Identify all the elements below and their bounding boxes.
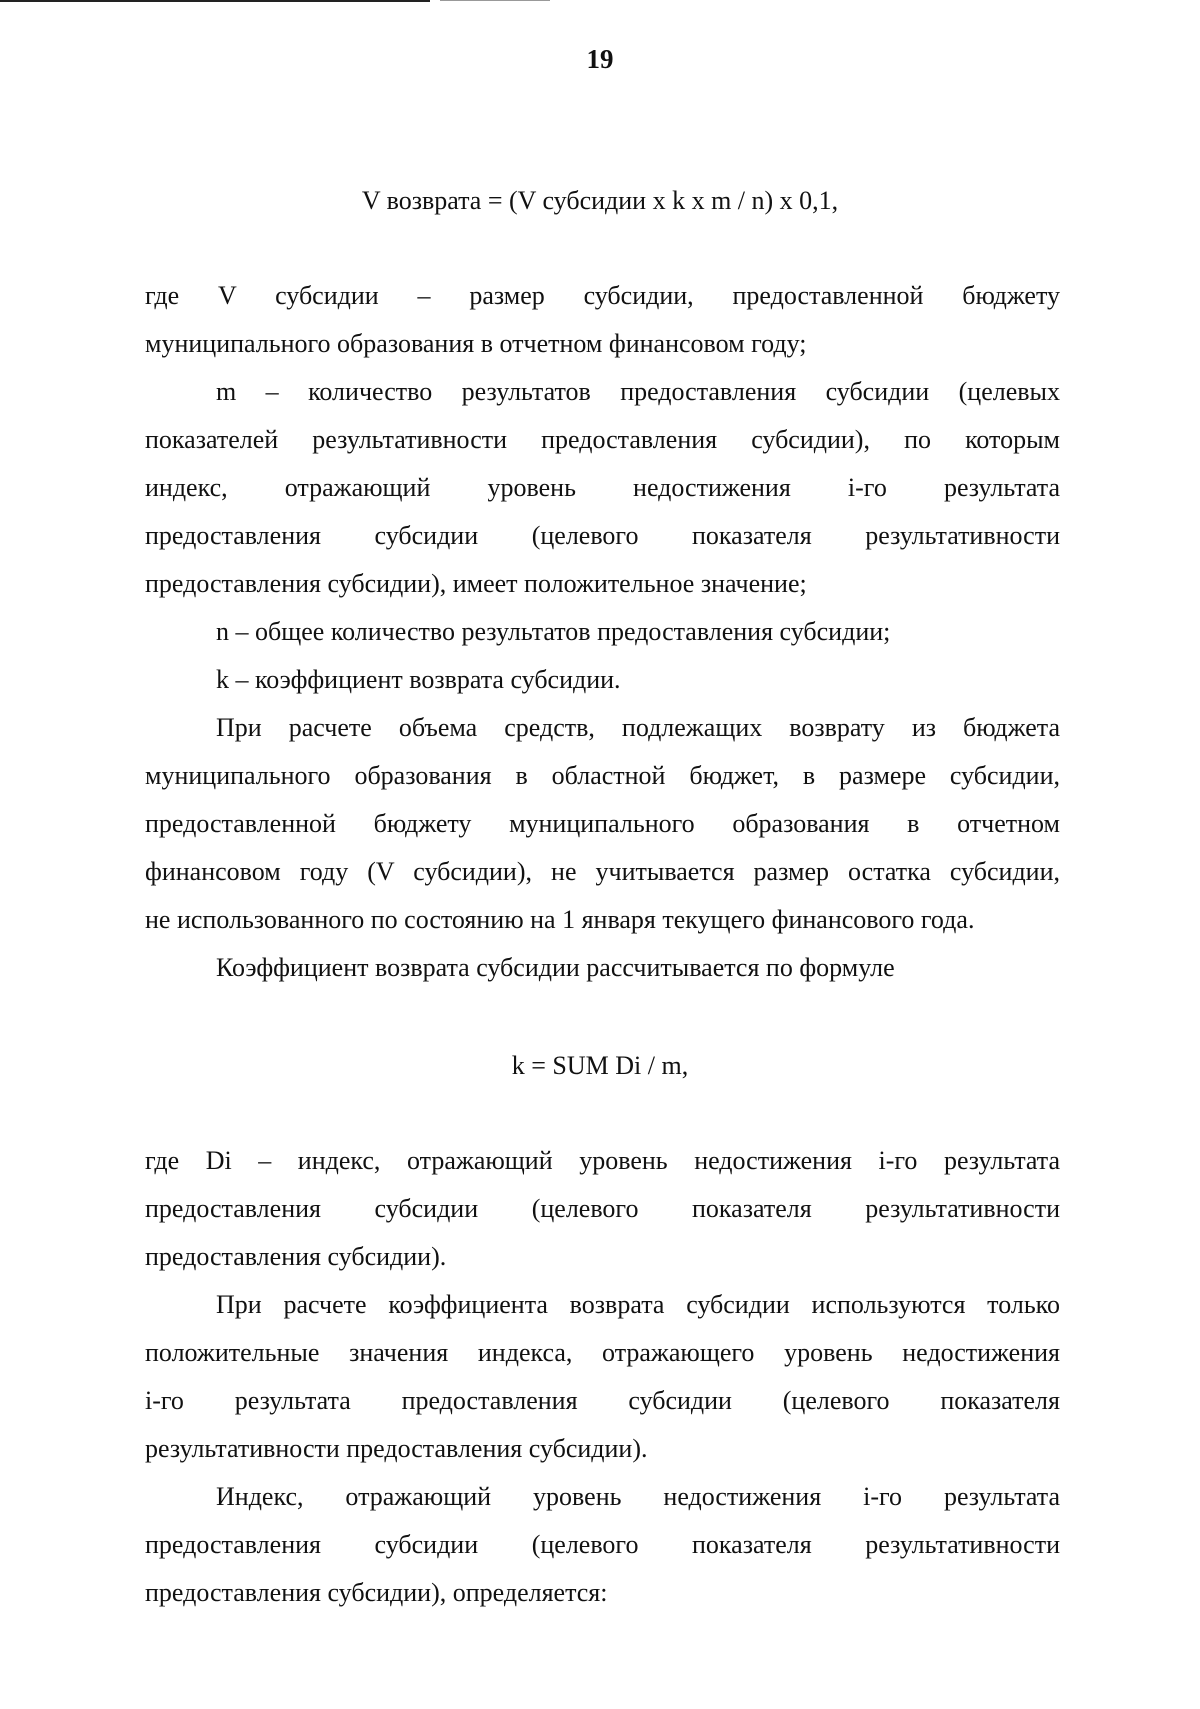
text-line: не использованного по состоянию на 1 января текущего финансового года.	[145, 905, 975, 934]
text-line: m – количество результатов предоставления субсидии (целевых	[216, 377, 1060, 406]
text-line: предоставления субсидии), имеет положительное значение;	[145, 569, 807, 598]
formula-coefficient: k = SUM Di / m,	[511, 1051, 689, 1080]
paragraph-index-definition	[145, 1473, 1060, 1617]
text-line: индекс, отражающий уровень недостижения i-го результата	[145, 473, 1060, 502]
paragraph-calculation-note	[145, 704, 1060, 944]
text-line: k – коэффициент возврата субсидии.	[216, 665, 621, 694]
scan-edge-line	[440, 0, 550, 1]
text-line: где Di – индекс, отражающий уровень недостижения i-го результата	[145, 1146, 1060, 1175]
text-line: финансовом году (V субсидии), не учитывается размер остатка субсидии,	[145, 857, 1060, 886]
text-line: n – общее количество результатов предоставления субсидии;	[216, 617, 891, 646]
text-line: предоставления субсидии (целевого показателя результативности	[145, 521, 1060, 550]
paragraph-v-subsidy-definition	[145, 272, 1060, 368]
paragraph-di-definition	[145, 1137, 1060, 1281]
text-line: где V субсидии – размер субсидии, предоставленной бюджету	[145, 281, 1060, 310]
paragraph-k-definition	[145, 656, 1060, 704]
text-line: Индекс, отражающий уровень недостижения i-го результата	[216, 1482, 1060, 1511]
text-line: i-го результата предоставления субсидии (целевого показателя	[145, 1386, 1060, 1415]
text-line: результативности предоставления субсидии).	[145, 1434, 648, 1463]
text-line: предоставления субсидии (целевого показателя результативности	[145, 1530, 1060, 1559]
text-line: предоставления субсидии (целевого показателя результативности	[145, 1194, 1060, 1223]
scan-edge-line	[0, 0, 430, 2]
text-line: показателей результативности предоставления субсидии), по которым	[145, 425, 1060, 454]
text-line: предоставленной бюджету муниципального образования в отчетном	[145, 809, 1060, 838]
text-line: предоставления субсидии), определяется:	[145, 1578, 608, 1607]
paragraph-n-definition	[145, 608, 1060, 656]
text-line: При расчете объема средств, подлежащих возврату из бюджета	[216, 713, 1060, 742]
text-line: Коэффициент возврата субсидии рассчитывается по формуле	[216, 953, 895, 982]
paragraph-m-definition	[145, 368, 1060, 608]
text-line: муниципального образования в областной бюджет, в размере субсидии,	[145, 761, 1060, 790]
text-line: При расчете коэффициента возврата субсидии используются только	[216, 1290, 1060, 1319]
text-line: предоставления субсидии).	[145, 1242, 447, 1271]
text-line: положительные значения индекса, отражающего уровень недостижения	[145, 1338, 1060, 1367]
paragraph-positive-values	[145, 1281, 1060, 1473]
formula-refund-volume: V возврата = (V субсидии x k x m / n) x 0,1,	[361, 186, 839, 215]
paragraph-coefficient-intro	[145, 944, 1060, 992]
text-line: муниципального образования в отчетном финансовом году;	[145, 329, 807, 358]
page-number: 19	[586, 44, 614, 74]
